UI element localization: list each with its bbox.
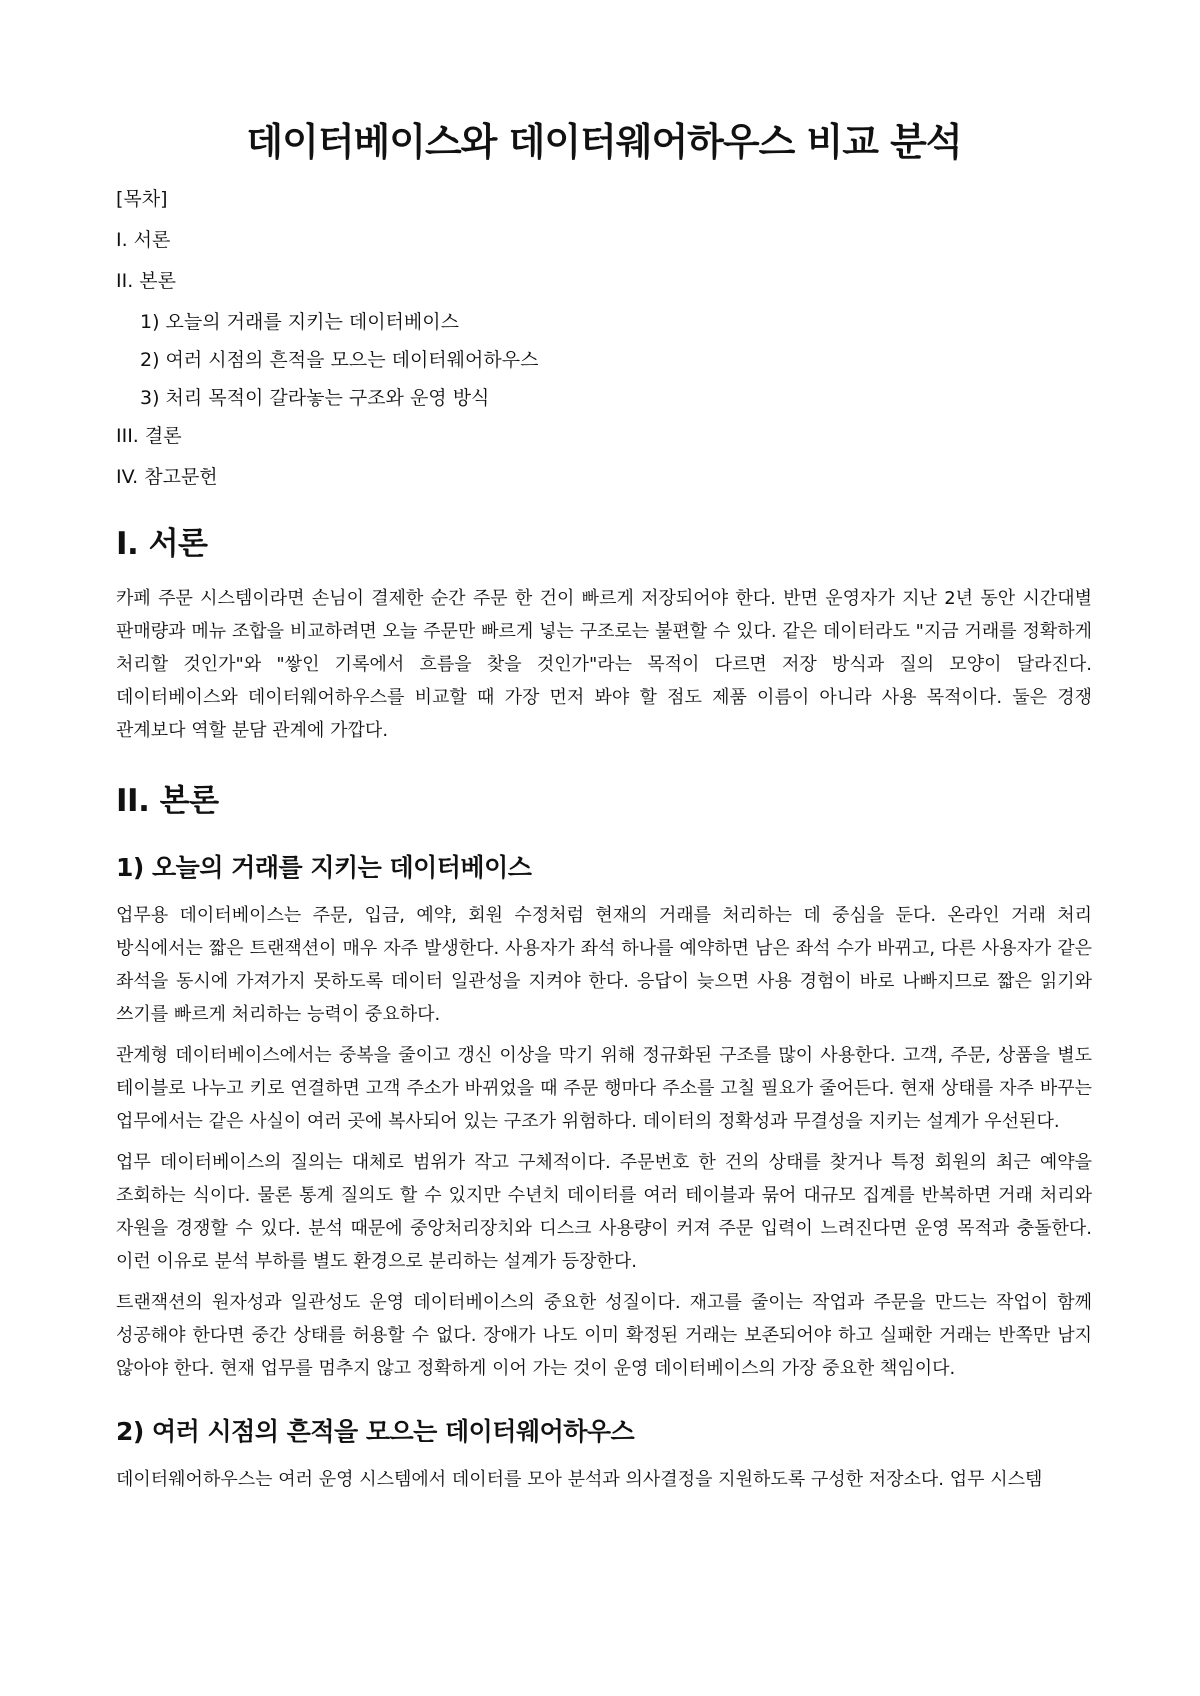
toc-item-conclusion: III. 결론	[116, 425, 182, 447]
toc-item-references: IV. 참고문헌	[116, 466, 218, 488]
database-paragraph-4: 트랜잭션의 원자성과 일관성도 운영 데이터베이스의 중요한 성질이다. 재고를 줄이는 작업과 주문을 만드는 작업이 함께 성공해야 한다면 중간 상태를 허용할 수 없다. 장애가 나도 이미 확정된 거래는 보존되어야 하고 실패한 거래는 반쪽만 남지 않아야 한다. 현재 업무를 멈추지 않고 정확하게 이어 가는 것이 운영 데이터베이스의 가장 중요한 책임이다.	[116, 1292, 1092, 1379]
intro-paragraph: 카페 주문 시스템이라면 손님이 결제한 순간 주문 한 건이 빠르게 저장되어야 한다. 반면 운영자가 지난 2년 동안 시간대별 판매량과 메뉴 조합을 비교하려면 오늘 주문만 빠르게 넣는 구조로는 불편할 수 있다. 같은 데이터라도 "지금 거래를 정확하게 처리할 것인가"와 "쌓인 기록에서 흐름을 찾을 것인가"라는 목적이 다르면 저장 방식과 질의 모양이 달라진다. 데이터베이스와 데이터웨어하우스를 비교할 때 가장 먼저 봐야 할 점도 제품 이름이 아니라 사용 목적이다. 둘은 경쟁 관계보다 역할 분담 관계에 가깝다.	[116, 588, 1092, 741]
subsection-heading-database: 1) 오늘의 거래를 지키는 데이터베이스	[116, 853, 532, 882]
subsection-heading-data-warehouse: 2) 여러 시점의 흔적을 모으는 데이터웨어하우스	[116, 1417, 635, 1446]
toc-item-body-3: 3) 처리 목적이 갈라놓는 구조와 운영 방식	[140, 387, 490, 409]
database-paragraph-2: 관계형 데이터베이스에서는 중복을 줄이고 갱신 이상을 막기 위해 정규화된 구조를 많이 사용한다. 고객, 주문, 상품을 별도 테이블로 나누고 키로 연결하면 고객 주소가 바뀌었을 때 주문 행마다 주소를 고칠 필요가 줄어든다. 현재 상태를 자주 바꾸는 업무에서는 같은 사실이 여러 곳에 복사되어 있는 구조가 위험하다. 데이터의 정확성과 무결성을 지키는 설계가 우선된다.	[116, 1045, 1092, 1132]
section-heading-introduction: I. 서론	[116, 526, 208, 562]
section-heading-body: II. 본론	[116, 783, 219, 819]
toc-item-introduction: I. 서론	[116, 229, 171, 251]
toc-item-body: II. 본론	[116, 270, 176, 292]
toc-item-body-1: 1) 오늘의 거래를 지키는 데이터베이스	[140, 311, 459, 333]
toc-item-body-2: 2) 여러 시점의 흔적을 모으는 데이터웨어하우스	[140, 349, 539, 371]
database-paragraph-3: 업무 데이터베이스의 질의는 대체로 범위가 작고 구체적이다. 주문번호 한 건의 상태를 찾거나 특정 회원의 최근 예약을 조회하는 식이다. 물론 통계 질의도 할 수 있지만 수년치 데이터를 여러 테이블과 묶어 대규모 집계를 반복하면 거래 처리와 자원을 경쟁할 수 있다. 분석 때문에 중앙처리장치와 디스크 사용량이 커져 주문 입력이 느려진다면 운영 목적과 충돌한다. 이런 이유로 분석 부하를 별도 환경으로 분리하는 설계가 등장한다.	[116, 1152, 1092, 1272]
toc-heading: [목차]	[116, 188, 168, 210]
data-warehouse-paragraph-1: 데이터웨어하우스는 여러 운영 시스템에서 데이터를 모아 분석과 의사결정을 지원하도록 구성한 저장소다. 업무 시스템	[116, 1469, 1043, 1490]
table-of-contents	[116, 186, 1092, 490]
database-paragraph-1: 업무용 데이터베이스는 주문, 입금, 예약, 회원 수정처럼 현재의 거래를 처리하는 데 중심을 둔다. 온라인 거래 처리 방식에서는 짧은 트랜잭션이 매우 자주 발생한다. 사용자가 좌석 하나를 예약하면 남은 좌석 수가 바뀌고, 다른 사용자가 같은 좌석을 동시에 가져가지 못하도록 데이터 일관성을 지켜야 한다. 응답이 늦으면 사용 경험이 바로 나빠지므로 짧은 읽기와 쓰기를 빠르게 처리하는 능력이 중요하다.	[116, 905, 1092, 1025]
document-title: 데이터베이스와 데이터웨어하우스 비교 분석	[246, 120, 962, 164]
